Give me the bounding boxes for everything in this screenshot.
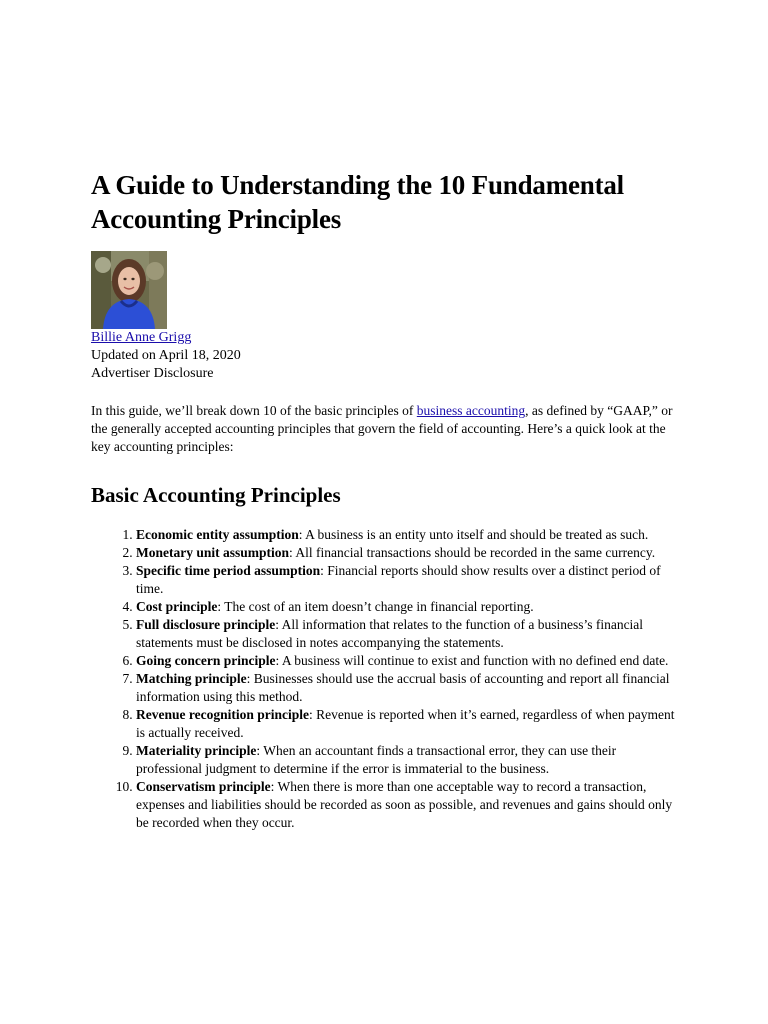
principle-text: : Businesses should use the accrual basis of accounting and report all financial information using this method. xyxy=(136,671,670,704)
principle-text: : Financial reports should show results over a distinct period of time. xyxy=(136,563,661,596)
list-item xyxy=(136,652,681,670)
list-item xyxy=(136,544,681,562)
author-meta xyxy=(91,329,681,383)
advertiser-disclosure: Advertiser Disclosure xyxy=(91,366,214,381)
author-photo xyxy=(91,251,167,329)
list-item xyxy=(136,616,681,652)
business-accounting-link[interactable]: business accounting xyxy=(416,403,526,418)
list-item xyxy=(136,706,681,742)
principle-term: Full disclosure principle xyxy=(136,617,276,632)
principles-list xyxy=(91,526,681,832)
list-item xyxy=(136,562,681,598)
list-item xyxy=(136,526,681,544)
principle-term: Materiality principle xyxy=(136,743,257,758)
principle-text: : A business is an entity unto itself and should be treated as such. xyxy=(298,527,649,542)
principle-term: Matching principle xyxy=(136,671,247,686)
intro-text-end: , as defined by “GAAP,” or the generally accepted accounting principles that govern the field of accounting. Here’s a quick look at the key accounting principles: xyxy=(91,403,673,454)
principle-text: : The cost of an item doesn’t change in financial reporting. xyxy=(217,599,534,614)
list-item xyxy=(136,778,681,832)
author-link[interactable]: Billie Anne Grigg xyxy=(91,330,192,345)
section-heading: Basic Accounting Principles xyxy=(91,483,341,507)
principle-term: Economic entity assumption xyxy=(136,527,299,542)
list-item xyxy=(136,598,681,616)
list-item xyxy=(136,742,681,778)
principle-text: : When an accountant finds a transactional error, they can use their professional judgment to determine if the error is immaterial to the business. xyxy=(136,743,617,776)
principle-text: : A business will continue to exist and function with no defined end date. xyxy=(275,653,669,668)
principle-term: Monetary unit assumption xyxy=(136,545,290,560)
updated-date: Updated on April 18, 2020 xyxy=(91,348,241,363)
principle-text: : All financial transactions should be recorded in the same currency. xyxy=(289,545,656,560)
intro-paragraph xyxy=(91,402,681,456)
article-title: A Guide to Understanding the 10 Fundamental Accounting Principles xyxy=(91,170,624,234)
article xyxy=(91,168,681,832)
principle-text: : All information that relates to the function of a business’s financial statements must be disclosed in notes accompanying the statements. xyxy=(136,617,644,650)
principle-term: Going concern principle xyxy=(136,653,276,668)
intro-text-start: In this guide, we’ll break down 10 of the basic principles of xyxy=(91,403,417,418)
list-item xyxy=(136,670,681,706)
principle-text: : When there is more than one acceptable way to record a transaction, expenses and liabilities should be recorded as soon as possible, and revenues and gains should only be recorded when they occur. xyxy=(136,779,673,830)
principle-term: Cost principle xyxy=(136,599,218,614)
principle-text: : Revenue is reported when it’s earned, regardless of when payment is actually received. xyxy=(136,707,675,740)
principle-term: Specific time period assumption xyxy=(136,563,321,578)
principle-term: Conservatism principle xyxy=(136,779,271,794)
principle-term: Revenue recognition principle xyxy=(136,707,309,722)
